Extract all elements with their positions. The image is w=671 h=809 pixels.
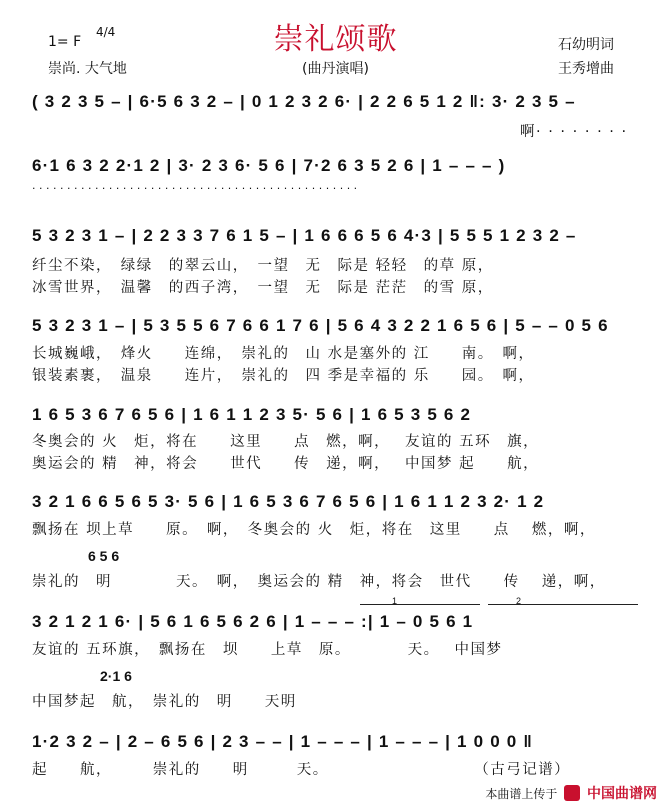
- time-signature-value: 4/4: [96, 25, 116, 39]
- volta-bracket-2: [488, 604, 638, 605]
- footer-site-link[interactable]: 中国曲谱网: [587, 786, 657, 802]
- volta-1-label: 1: [392, 596, 398, 606]
- lyric-line-5a: 冬奥会的 火 炬，将在 这里 点 燃，啊， 友谊的 五环 旗，: [32, 434, 540, 450]
- song-title: 崇礼颂歌: [273, 22, 398, 57]
- lyric-line-3b: 冰雪世界， 温馨 的西子湾， 一望 无 际是 茫茫 的雪 原，: [32, 280, 494, 296]
- lyric-line-5b: 奥运会的 精 神，将会 世代 传 递，啊， 中国梦 起 航，: [32, 456, 540, 472]
- tempo-caption: 崇尚. 大气地: [48, 61, 127, 77]
- lyric-line-4a: 长城巍峨， 烽火 连绵， 崇礼的 山 水是塞外的 江 南。 啊，: [32, 346, 535, 362]
- alternate-notes-2: 2·1 6: [100, 668, 132, 684]
- lyric-line-2a: · · · · · · · · · · · · · · · · · · · · · · · · · · · · · · · · · · · · · · · · · · · · · · ·: [32, 182, 358, 195]
- lyric-line-10a: 起 航， 崇礼的 明 天。 （古弓记谱）: [32, 762, 571, 778]
- lyricist: 石幼明词: [558, 37, 614, 53]
- composer: 王秀增曲: [558, 61, 614, 77]
- footer-prefix: 本曲谱上传于: [485, 787, 558, 801]
- notation-line-2: 6·1 6 3 2 2·1 2 | 3· 2 3 6· 5 6 | 7·2 6 3 5 2 6 | 1 – – – ): [32, 156, 506, 175]
- lyric-line-7a: 崇礼的 明 天。 啊， 奥运会的 精 神，将会 世代 传 递，啊，: [32, 574, 606, 590]
- notation-line-5: 1 6 5 3 6 7 6 5 6 | 1 6 1 1 2 3 5· 5 6 | 1 6 5 3 5 6 2: [32, 405, 472, 424]
- notation-line-1: ( 3 2 3 5 – | 6·5 6 3 2 – | 0 1 2 3 2 6· | 2 2 6 5 1 2 ‖: 3· 2 3 5 –: [32, 92, 576, 111]
- lyric-line-1a: 啊· · · · · · · ·: [520, 124, 628, 140]
- notation-line-3: 5 3 2 3 1 – | 2 2 3 3 7 6 1 5 – | 1 6 6 6 5 6 4·3 | 5 5 5 1 2 3 2 –: [32, 226, 577, 245]
- time-signature: [96, 26, 115, 38]
- lyric-line-8a: 友谊的 五环旗， 飘扬在 坝 上草 原。 天。 中国梦: [32, 642, 503, 658]
- lyric-line-6a: 飘扬在 坝上草 原。 啊， 冬奥会的 火 炬，将在 这里 点 燃，啊，: [32, 522, 596, 538]
- notation-line-6: 3 2 1 6 6 5 6 5 3· 5 6 | 1 6 5 3 6 7 6 5 6 | 1 6 1 1 2 3 2· 1 2: [32, 492, 545, 511]
- alternate-notes-1: 6 5 6: [88, 548, 120, 564]
- lyric-line-3a: 纤尘不染， 绿绿 的翠云山， 一望 无 际是 轻轻 的草 原，: [32, 258, 494, 274]
- volta-2-label: 2: [516, 596, 522, 606]
- notation-line-8: 1·2 3 2 – | 2 – 6 5 6 | 2 3 – – | 1 – – – | 1 – – – | 1 0 0 0 ‖: [32, 732, 534, 751]
- lyric-line-9a: 中国梦起 航， 崇礼的 明 天明: [32, 694, 297, 710]
- notation-line-7: 3 2 1 2 1 6· | 5 6 1 6 5 6 2 6 | 1 – – – :| 1 – 0 5 6 1: [32, 612, 474, 631]
- site-logo-icon: [564, 785, 580, 801]
- lyric-line-4b: 银装素裹， 温泉 连片， 崇礼的 四 季是幸福的 乐 园。 啊，: [32, 368, 535, 384]
- footer-credit: [485, 783, 657, 803]
- subtitle: (曲丹演唱): [302, 61, 369, 77]
- key-signature: 1= F: [48, 34, 82, 50]
- notation-line-4: 5 3 2 3 1 – | 5 3 5 5 6 7 6 6 1 7 6 | 5 6 4 3 2 2 1 6 5 6 | 5 – – 0 5 6: [32, 316, 609, 335]
- volta-bracket-1: [360, 604, 480, 605]
